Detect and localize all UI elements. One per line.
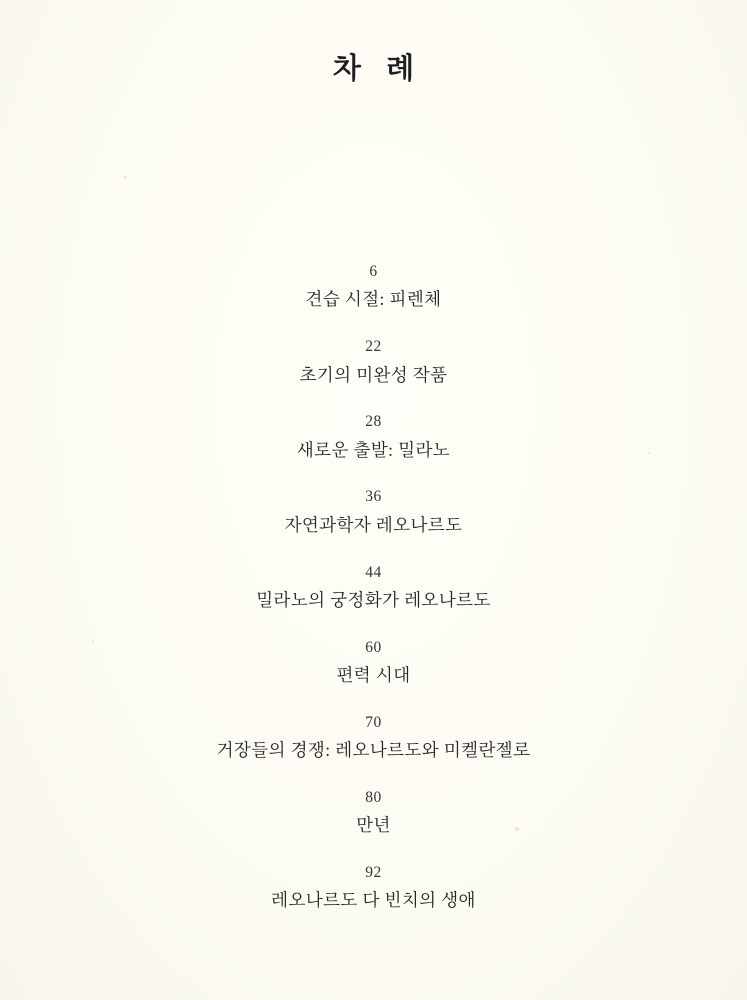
entry-title: 밀라노의 궁정화가 레오나르도 — [256, 589, 491, 610]
entry-page-number: 70 — [365, 713, 382, 731]
list-item[interactable] — [0, 563, 747, 612]
list-item[interactable] — [0, 412, 747, 461]
entry-page-number: 44 — [365, 563, 382, 581]
entry-title: 초기의 미완성 작품 — [299, 364, 448, 385]
list-item[interactable] — [0, 713, 747, 762]
list-item[interactable] — [0, 262, 747, 311]
entry-page-number: 36 — [365, 488, 382, 506]
entry-title: 만년 — [356, 815, 391, 836]
entry-title: 레오나르도 다 빈치의 생애 — [271, 890, 476, 911]
entry-page-number: 22 — [365, 338, 382, 356]
entry-page-number: 60 — [365, 638, 382, 656]
list-item[interactable] — [0, 863, 747, 912]
list-item[interactable] — [0, 337, 747, 386]
entry-title: 편력 시대 — [336, 665, 411, 685]
toc-list — [0, 262, 747, 912]
entry-page-number: 80 — [365, 788, 382, 806]
entry-title: 자연과학자 레오나르도 — [284, 514, 463, 535]
list-item[interactable] — [0, 487, 747, 536]
entry-page-number: 6 — [369, 263, 378, 280]
list-item[interactable] — [0, 638, 747, 687]
entry-page-number: 28 — [365, 413, 382, 431]
entry-page-number: 92 — [365, 864, 382, 881]
page-title: 차 례 — [332, 53, 424, 85]
entry-title: 새로운 출발: 밀라노 — [296, 439, 451, 460]
scan-speck — [124, 176, 127, 179]
entry-title: 견습 시절: 피렌체 — [305, 289, 442, 310]
list-item[interactable] — [0, 788, 747, 837]
entry-title: 거장들의 경쟁: 레오나르도와 미켈란젤로 — [216, 740, 531, 761]
